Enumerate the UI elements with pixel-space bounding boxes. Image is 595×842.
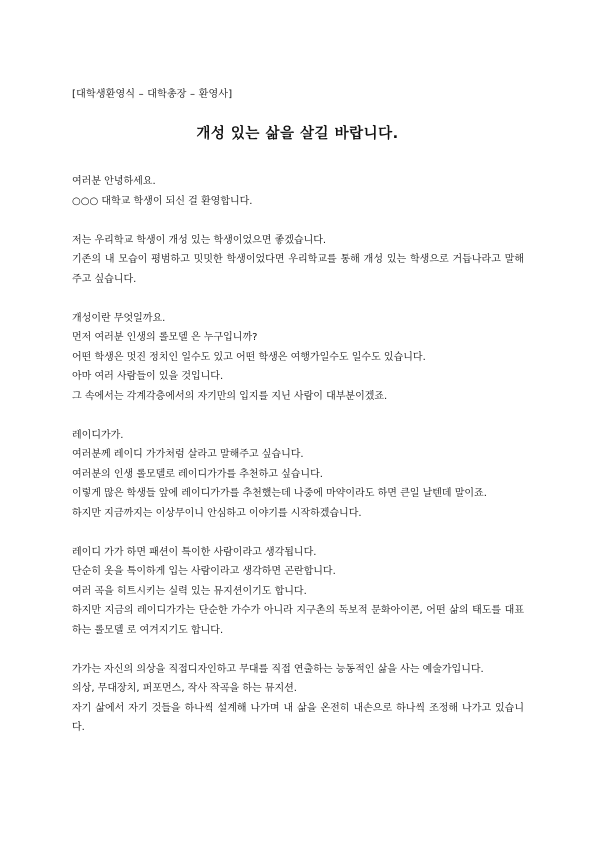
paragraph [72, 660, 524, 738]
text-line: 저는 우리학교 학생이 개성 있는 학생이었으면 좋겠습니다. [72, 234, 327, 246]
paragraph [72, 172, 524, 211]
text-line: 기존의 내 모습이 평범하고 밋밋한 학생이었다면 우리학교를 통해 개성 있는 학생으로 거듭나라고 말해주고 싶습니다. [72, 254, 524, 285]
text-line: 이렇게 많은 학생들 앞에 레이디가가를 추천했는데 나중에 마약이라도 하면 큰일 날텐데 말이죠. [72, 488, 487, 499]
text-line: ○○○ 대학교 학생이 되신 걸 환영합니다. [72, 195, 253, 207]
paragraph [72, 543, 524, 641]
text-line: 그 속에서는 각계각층에서의 자기만의 입지를 지닌 사람이 대부분이겠죠. [72, 390, 388, 402]
text-line: 개성이란 무엇일까요. [72, 312, 166, 324]
text-line: 여러분의 인생 롤모델로 레이디가가를 추천하고 싶습니다. [72, 468, 323, 480]
paragraph [72, 426, 524, 524]
document-title: 개성 있는 삶을 살길 바랍니다. [196, 126, 399, 142]
text-line: 여러분께 레이디 가가처럼 살라고 말해주고 싶습니다. [72, 449, 304, 460]
text-line: 아마 여러 사람들이 있을 것입니다. [72, 371, 224, 382]
text-line: 여러분 안녕하세요. [72, 176, 156, 187]
text-line: 의상, 무대장치, 퍼포먼스, 작사 작곡을 하는 뮤지션. [72, 683, 297, 694]
document-header: [대학생환영식 – 대학총장 – 환영사] [72, 89, 233, 100]
paragraph [72, 309, 524, 407]
text-line: 먼저 여러분 인생의 롤모델 은 누구입니까? [72, 332, 258, 343]
text-line: 여러 곡을 히트시키는 실력 있는 뮤지션이기도 합니다. [72, 585, 307, 597]
text-line: 어떤 학생은 멋진 정치인 일수도 있고 어떤 학생은 여행가일수도 일수도 있습니다. [72, 351, 426, 363]
document-body [72, 172, 524, 757]
text-line: 레이디 가가 하면 패션이 특이한 사람이라고 생각됩니다. [72, 546, 317, 558]
text-line: 단순히 옷을 특이하게 입는 사람이라고 생각하면 곤란합니다. [72, 566, 336, 577]
text-line: 레이디가가. [72, 429, 124, 441]
text-line: 자기 삶에서 자기 것들을 하나씩 설계해 나가며 내 삶을 온전히 내손으로 하나씩 조정해 나가고 있습니다. [72, 702, 524, 733]
text-line: 하지만 지금의 레이디가가는 단순한 가수가 아니라 지구촌의 독보적 문화아이콘, 어떤 삶의 태도를 대표하는 롤모델 로 여겨지기도 합니다. [72, 605, 524, 636]
text-line: 하지만 지금까지는 이상무이니 안심하고 이야기를 시작하겠습니다. [72, 507, 362, 519]
text-line: 가가는 자신의 의상을 직접디자인하고 무대를 직접 연출하는 능동적인 삶을 사는 예술가입니다. [72, 663, 484, 675]
paragraph [72, 231, 524, 290]
